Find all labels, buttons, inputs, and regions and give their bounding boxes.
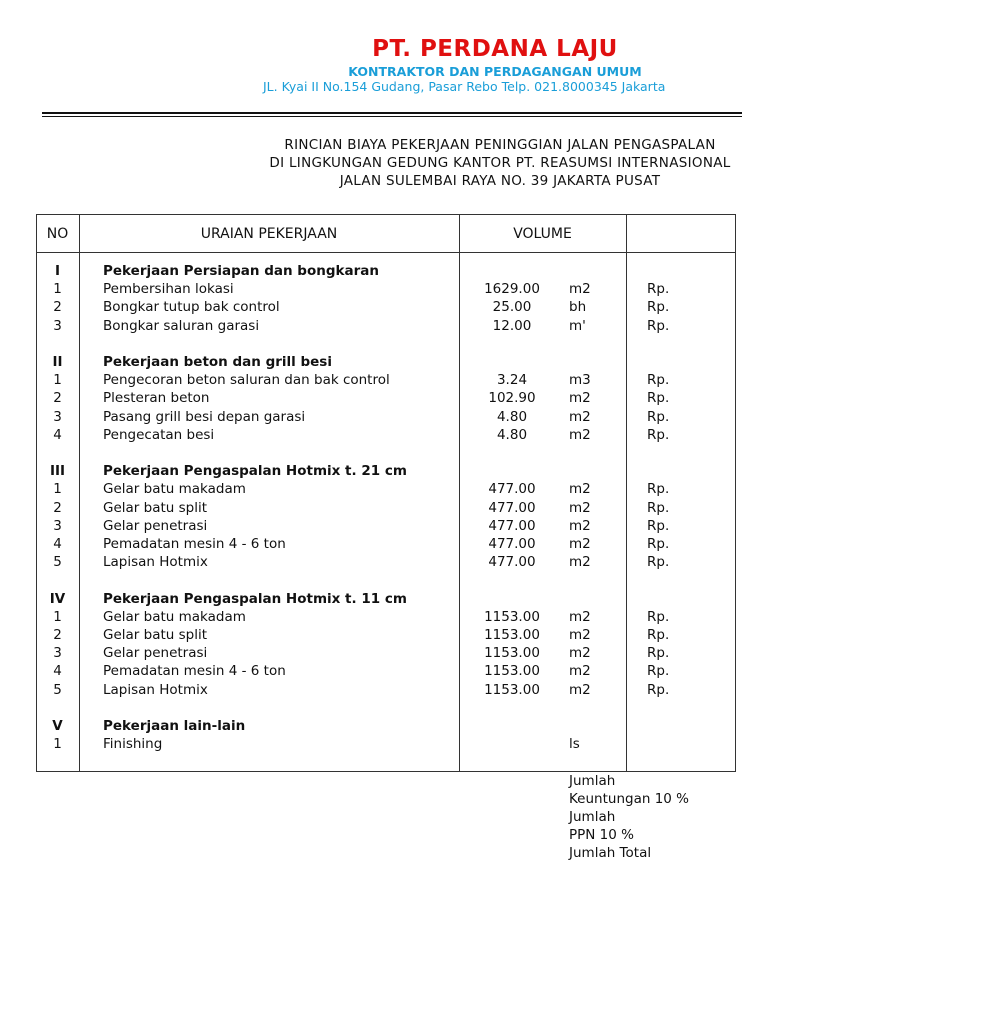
section-title: Pekerjaan Persiapan dan bongkaran <box>103 263 379 279</box>
doc-title-line1: RINCIAN BIAYA PEKERJAAN PENINGGIAN JALAN PENGASPALAN <box>284 137 716 153</box>
table-row <box>0 480 740 498</box>
header-rule-thin <box>42 116 742 117</box>
item-description: Bongkar saluran garasi <box>103 317 260 334</box>
item-unit: m2 <box>569 554 591 571</box>
item-currency: Rp. <box>647 627 670 643</box>
item-number: 5 <box>53 554 62 571</box>
item-description: Gelar penetrasi <box>103 645 208 662</box>
item-volume: 1153.00 <box>484 645 540 662</box>
item-unit: m' <box>569 317 586 334</box>
section-row <box>0 717 740 735</box>
item-volume: 1629.00 <box>484 281 540 298</box>
company-tagline: KONTRAKTOR DAN PERDAGANGAN UMUM <box>348 64 642 79</box>
company-address: JL. Kyai II No.154 Gudang, Pasar Rebo Telp. 021.8000345 Jakarta <box>263 79 666 94</box>
item-number: 1 <box>53 736 62 753</box>
doc-title-line2: DI LINGKUNGAN GEDUNG KANTOR PT. REASUMSI INTERNASIONAL <box>269 155 731 171</box>
item-description: Gelar batu makadam <box>103 608 246 625</box>
item-unit: m2 <box>569 390 591 407</box>
item-description: Gelar batu makadam <box>103 481 246 498</box>
section-number: I <box>54 263 61 279</box>
item-currency: Rp. <box>647 372 670 389</box>
item-unit: m2 <box>569 627 591 643</box>
item-unit: m2 <box>569 663 591 680</box>
item-number: 1 <box>53 608 62 625</box>
item-volume: 1153.00 <box>484 627 540 643</box>
item-currency: Rp. <box>647 390 670 407</box>
item-description: Lapisan Hotmix <box>103 681 208 698</box>
item-currency: Rp. <box>647 408 670 425</box>
table-row <box>0 317 740 335</box>
item-currency: Rp. <box>647 426 670 443</box>
table-row <box>0 408 740 426</box>
doc-title-line3: JALAN SULEMBAI RAYA NO. 39 JAKARTA PUSAT <box>339 173 661 189</box>
item-volume: 3.24 <box>496 372 528 389</box>
item-number: 1 <box>53 481 62 498</box>
section-row <box>0 590 740 608</box>
item-currency: Rp. <box>647 645 670 662</box>
table-row <box>0 644 740 662</box>
section-number: II <box>52 354 63 370</box>
item-unit: m2 <box>569 645 591 662</box>
item-number: 3 <box>53 517 62 534</box>
item-volume: 102.90 <box>488 390 536 407</box>
header-no: NO <box>46 226 69 242</box>
item-unit: m2 <box>569 481 591 498</box>
item-description: Pasang grill besi depan garasi <box>103 408 306 425</box>
section-row <box>0 462 740 480</box>
table-row <box>0 499 740 517</box>
item-volume: 477.00 <box>488 517 536 534</box>
item-unit: m2 <box>569 281 591 298</box>
table-row <box>0 517 740 535</box>
table-header-divider <box>36 252 736 253</box>
item-number: 1 <box>53 281 62 298</box>
item-currency: Rp. <box>647 281 670 298</box>
table-row <box>0 535 740 553</box>
header-volume: VOLUME <box>513 226 572 242</box>
item-currency: Rp. <box>647 663 670 680</box>
item-number: 4 <box>53 536 62 552</box>
item-description: Pemadatan mesin 4 - 6 ton <box>103 663 286 680</box>
item-currency: Rp. <box>647 536 670 552</box>
summary-jumlah: Jumlah <box>569 773 616 789</box>
item-unit: m2 <box>569 681 591 698</box>
summary-jumlah-2: Jumlah <box>569 809 616 825</box>
table-row <box>0 371 740 389</box>
item-currency: Rp. <box>647 608 670 625</box>
item-number: 1 <box>53 372 62 389</box>
item-unit: m2 <box>569 517 591 534</box>
item-description: Gelar batu split <box>103 627 208 643</box>
table-row <box>0 735 740 753</box>
item-currency: Rp. <box>647 481 670 498</box>
section-number: IV <box>49 590 66 607</box>
header-rule-thick <box>42 112 742 114</box>
section-title: Pekerjaan beton dan grill besi <box>103 354 332 370</box>
item-unit: bh <box>569 299 587 316</box>
item-volume: 1153.00 <box>484 681 540 698</box>
table-row <box>0 681 740 699</box>
table-row <box>0 389 740 407</box>
item-number: 3 <box>53 645 62 662</box>
item-description: Pemadatan mesin 4 - 6 ton <box>103 536 286 552</box>
item-volume: 4.80 <box>496 408 528 425</box>
item-volume: 12.00 <box>492 317 532 334</box>
item-currency: Rp. <box>647 554 670 571</box>
header-uraian: URAIAN PEKERJAAN <box>200 226 338 242</box>
item-number: 2 <box>53 299 62 316</box>
table-row <box>0 626 740 644</box>
section-row <box>0 262 740 280</box>
item-volume: 477.00 <box>488 554 536 571</box>
item-description: Plesteran beton <box>103 390 210 407</box>
item-description: Pembersihan lokasi <box>103 281 234 298</box>
item-description: Gelar penetrasi <box>103 517 208 534</box>
item-number: 2 <box>53 627 62 643</box>
summary-ppn: PPN 10 % <box>569 827 634 843</box>
table-row <box>0 426 740 444</box>
item-number: 3 <box>53 317 62 334</box>
item-volume: 1153.00 <box>484 608 540 625</box>
item-volume: 477.00 <box>488 481 536 498</box>
item-description: Lapisan Hotmix <box>103 554 208 571</box>
item-description: Gelar batu split <box>103 499 208 516</box>
table-row <box>0 280 740 298</box>
item-unit: ls <box>569 736 580 753</box>
item-description: Finishing <box>103 736 163 753</box>
item-number: 4 <box>53 663 62 680</box>
item-volume: 477.00 <box>488 499 536 516</box>
item-volume: 4.80 <box>496 426 528 443</box>
item-currency: Rp. <box>647 517 670 534</box>
table-row <box>0 662 740 680</box>
item-unit: m2 <box>569 499 591 516</box>
item-description: Pengecoran beton saluran dan bak control <box>103 372 390 389</box>
summary-keuntungan: Keuntungan 10 % <box>569 791 689 807</box>
section-title: Pekerjaan Pengaspalan Hotmix t. 21 cm <box>103 463 407 480</box>
item-description: Bongkar tutup bak control <box>103 299 280 316</box>
table-row <box>0 608 740 626</box>
section-title: Pekerjaan Pengaspalan Hotmix t. 11 cm <box>103 590 407 607</box>
item-currency: Rp. <box>647 681 670 698</box>
item-unit: m3 <box>569 372 591 389</box>
item-description: Pengecatan besi <box>103 426 215 443</box>
item-number: 2 <box>53 390 62 407</box>
section-title: Pekerjaan lain-lain <box>103 718 246 734</box>
section-number: III <box>49 463 66 480</box>
item-unit: m2 <box>569 426 591 443</box>
item-currency: Rp. <box>647 317 670 334</box>
item-volume: 25.00 <box>492 299 532 316</box>
item-currency: Rp. <box>647 299 670 316</box>
item-unit: m2 <box>569 536 591 552</box>
item-number: 4 <box>53 426 62 443</box>
section-number: V <box>52 718 63 734</box>
summary-total: Jumlah Total <box>569 845 652 861</box>
table-row <box>0 553 740 571</box>
item-unit: m2 <box>569 408 591 425</box>
item-volume: 477.00 <box>488 536 536 552</box>
company-name: PT. PERDANA LAJU <box>372 36 618 62</box>
item-number: 5 <box>53 681 62 698</box>
item-number: 3 <box>53 408 62 425</box>
item-volume: 1153.00 <box>484 663 540 680</box>
table-row <box>0 298 740 316</box>
item-currency: Rp. <box>647 499 670 516</box>
item-number: 2 <box>53 499 62 516</box>
section-row <box>0 353 740 371</box>
item-unit: m2 <box>569 608 591 625</box>
